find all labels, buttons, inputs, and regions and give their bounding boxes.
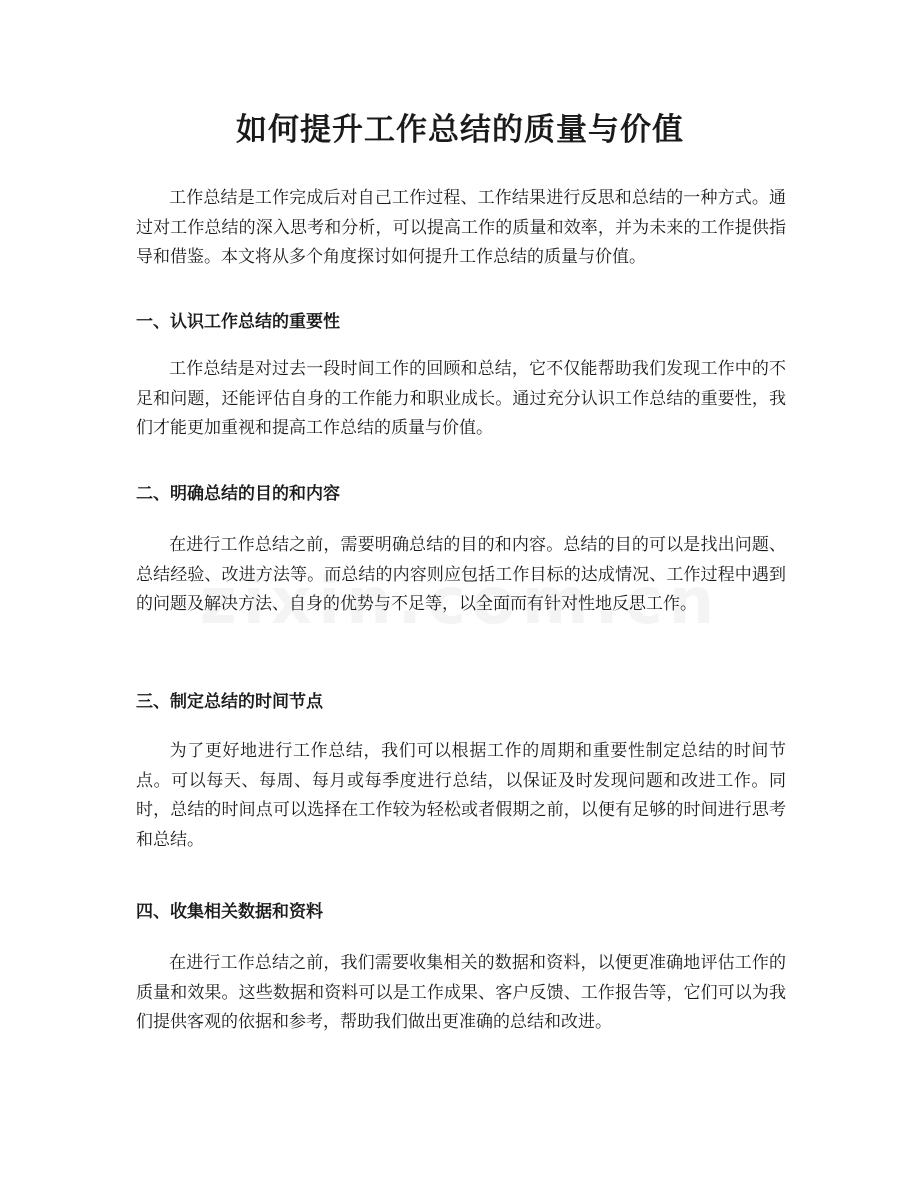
section-paragraph-4 xyxy=(136,949,786,1038)
intro-text: 工作总结是工作完成后对自己工作过程、工作结果进行反思和总结的一种方式。通过对工作总结的深入思考和分析，可以提高工作的质量和效率，并为未来的工作提供指导和借鉴。本文将从多个角度探讨如何提升工作总结的质量与价值。 xyxy=(136,188,786,268)
section-text-4: 在进行工作总结之前，我们需要收集相关的数据和资料，以便更准确地评估工作的质量和效果。这些数据和资料可以是工作成果、客户反馈、工作报告等，它们可以为我们提供客观的依据和参考，帮助我们做出更准确的总结和改进。 xyxy=(136,953,786,1033)
section-heading-4: 四、收集相关数据和资料 xyxy=(136,902,323,922)
section-heading-3: 三、制定总结的时间节点 xyxy=(136,692,323,712)
section-paragraph-2 xyxy=(136,531,786,620)
section-heading-2: 二、明确总结的目的和内容 xyxy=(136,484,340,504)
section-text-2: 在进行工作总结之前，需要明确总结的目的和内容。总结的目的可以是找出问题、总结经验、改进方法等。而总结的内容则应包括工作目标的达成情况、工作过程中遇到的问题及解决方法、自身的优势与不足等，以全面而有针对性地反思工作。 xyxy=(136,535,786,615)
intro-paragraph xyxy=(136,184,786,273)
section-heading-1: 一、认识工作总结的重要性 xyxy=(136,312,340,332)
document-title: 如何提升工作总结的质量与价值 xyxy=(236,112,684,148)
section-paragraph-3 xyxy=(136,737,786,855)
section-paragraph-1 xyxy=(136,355,786,444)
section-text-1: 工作总结是对过去一段时间工作的回顾和总结，它不仅能帮助我们发现工作中的不足和问题，还能评估自身的工作能力和职业成长。通过充分认识工作总结的重要性，我们才能更加重视和提高工作总结的质量与价值。 xyxy=(136,359,786,439)
section-text-3: 为了更好地进行工作总结，我们可以根据工作的周期和重要性制定总结的时间节点。可以每天、每周、每月或每季度进行总结，以保证及时发现问题和改进工作。同时，总结的时间点可以选择在工作较为轻松或者假期之前，以便有足够的时间进行思考和总结。 xyxy=(136,741,786,850)
